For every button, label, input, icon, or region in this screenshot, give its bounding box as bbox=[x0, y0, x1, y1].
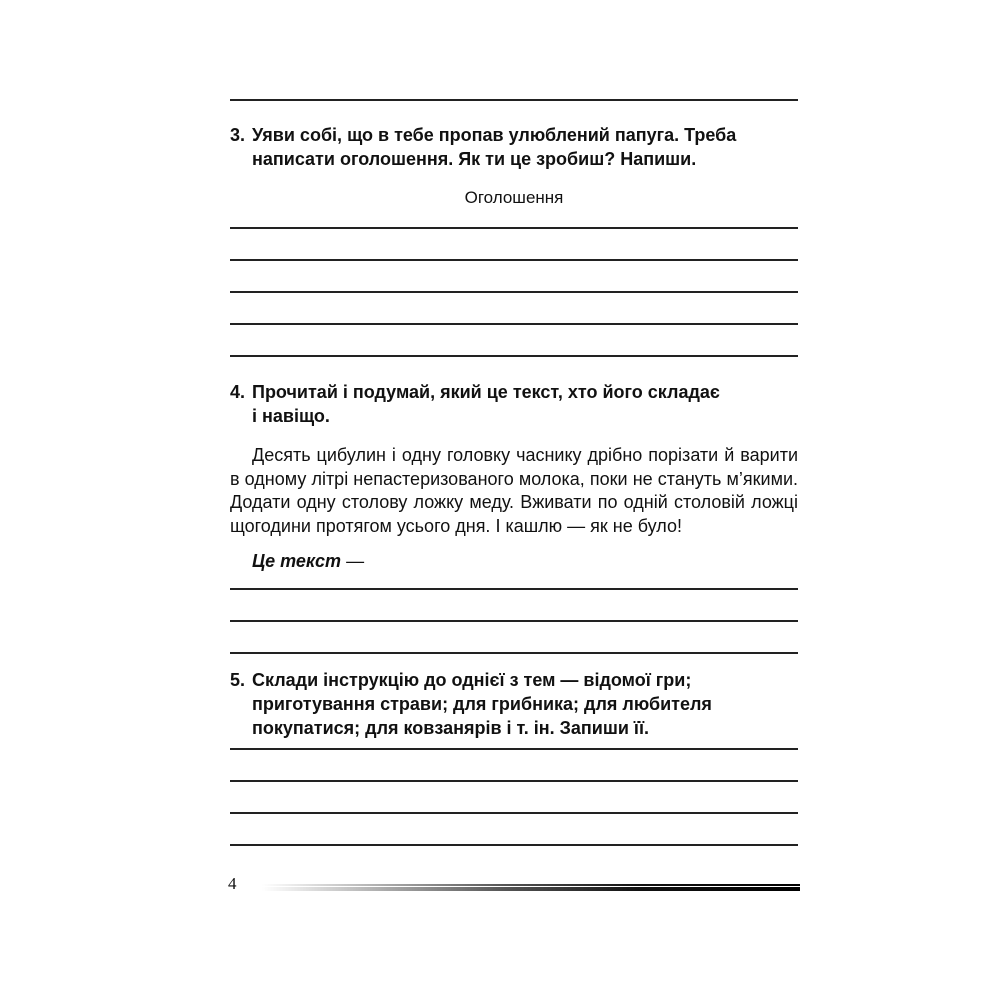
answer-line bbox=[230, 780, 798, 782]
answer-lead-label: Це текст bbox=[252, 551, 342, 571]
task-5-line-2: приготування страви; для грибника; для любителя bbox=[252, 694, 712, 714]
answer-line bbox=[230, 844, 798, 846]
task-5-prompt bbox=[230, 668, 798, 740]
task-number: 4. bbox=[230, 382, 246, 402]
task-3-prompt bbox=[230, 123, 798, 171]
task-number: 5. bbox=[230, 670, 246, 690]
answer-line bbox=[230, 748, 798, 750]
footer-bar-highlight bbox=[262, 886, 800, 887]
answer-line bbox=[230, 227, 798, 229]
answer-line bbox=[230, 588, 798, 590]
task-3-line-2: написати оголошення. Як ти це зробиш? Напиши. bbox=[252, 149, 697, 169]
answer-line bbox=[230, 620, 798, 622]
answer-line bbox=[230, 652, 798, 654]
answer-line bbox=[230, 291, 798, 293]
task-3-line-1: Уяви собі, що в тебе пропав улюблений папуга. Треба bbox=[252, 125, 737, 145]
task-4-prompt bbox=[230, 380, 798, 428]
page-number: 4 bbox=[228, 874, 237, 893]
answer-line bbox=[230, 323, 798, 325]
announcement-heading: Оголошення bbox=[464, 188, 564, 207]
answer-line bbox=[230, 99, 798, 101]
task-5-line-1: Склади інструкцію до однієї з тем — відомої гри; bbox=[252, 670, 692, 690]
answer-line bbox=[230, 812, 798, 814]
task-number: 3. bbox=[230, 125, 246, 145]
recipe-passage: Десять цибулин і одну головку часнику дрібно порізати й варити в одному літрі непастеризованого молока, поки не стануть м’якими. Додати одну столову ложку меду. Вживати по одній столовій ложці щогодини протягом усього дня. І кашлю — як не було! bbox=[230, 445, 798, 536]
answer-lead bbox=[252, 551, 364, 572]
task-5-line-3: покупатися; для ковзанярів і т. ін. Запиши її. bbox=[252, 718, 650, 738]
task-4-line-2: і навіщо. bbox=[252, 406, 330, 426]
task-4-line-1: Прочитай і подумай, який це текст, хто його складає bbox=[252, 382, 720, 402]
answer-line bbox=[230, 259, 798, 261]
answer-line bbox=[230, 355, 798, 357]
answer-lead-dash: — bbox=[341, 551, 365, 571]
